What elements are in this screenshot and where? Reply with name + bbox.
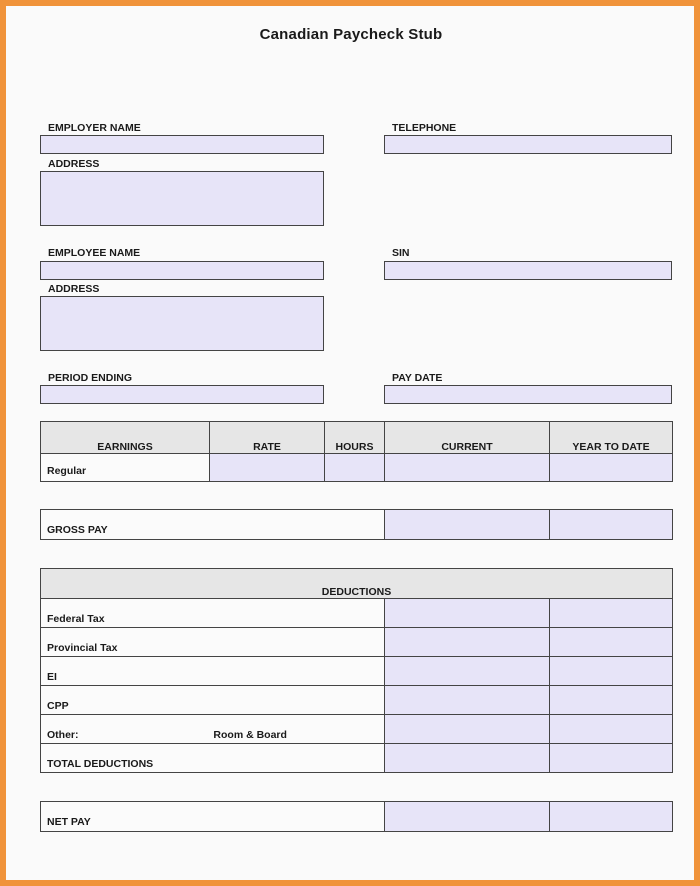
sin-label: SIN — [392, 247, 410, 259]
employer-name-field[interactable] — [40, 135, 324, 154]
table-row — [41, 510, 673, 540]
net-pay-label: NET PAY — [41, 802, 385, 832]
net-pay-table — [40, 801, 673, 832]
period-ending-label: PERIOD ENDING — [48, 372, 133, 384]
provincial-tax-label: Provincial Tax — [41, 628, 385, 657]
gross-pay-label: GROSS PAY — [41, 510, 385, 540]
cpp-current-field[interactable] — [385, 686, 550, 715]
federal-tax-current-field[interactable] — [385, 599, 550, 628]
sin-field[interactable] — [384, 261, 672, 280]
gross-pay-ytd-field[interactable] — [550, 510, 673, 540]
net-pay-current-field[interactable] — [385, 802, 550, 832]
telephone-field[interactable] — [384, 135, 672, 154]
employee-name-field[interactable] — [40, 261, 324, 280]
ei-current-field[interactable] — [385, 657, 550, 686]
table-row — [41, 715, 673, 744]
period-ending-field[interactable] — [40, 385, 324, 404]
cpp-label: CPP — [41, 686, 385, 715]
cpp-ytd-field[interactable] — [550, 686, 673, 715]
pay-date-label: PAY DATE — [392, 372, 443, 384]
other-label: Other: — [47, 729, 79, 741]
regular-hours-field[interactable] — [325, 454, 385, 482]
employee-address-field[interactable] — [40, 296, 324, 351]
federal-tax-ytd-field[interactable] — [550, 599, 673, 628]
table-row — [41, 599, 673, 628]
ei-ytd-field[interactable] — [550, 657, 673, 686]
employee-address-label: ADDRESS — [48, 283, 100, 295]
provincial-tax-current-field[interactable] — [385, 628, 550, 657]
table-row — [41, 454, 673, 482]
total-deductions-current-field[interactable] — [385, 744, 550, 773]
other-current-field[interactable] — [385, 715, 550, 744]
room-and-board-note: Room & Board — [213, 729, 287, 741]
earnings-header-row — [41, 422, 673, 454]
gross-pay-current-field[interactable] — [385, 510, 550, 540]
employer-address-label: ADDRESS — [48, 158, 100, 170]
regular-label: Regular — [41, 454, 210, 482]
telephone-label: TELEPHONE — [392, 122, 457, 134]
employer-name-label: EMPLOYER NAME — [48, 122, 141, 134]
regular-rate-field[interactable] — [210, 454, 325, 482]
pay-date-field[interactable] — [384, 385, 672, 404]
earnings-table — [40, 421, 673, 482]
total-deductions-label: TOTAL DEDUCTIONS — [41, 744, 385, 773]
ei-label: EI — [41, 657, 385, 686]
hours-header: HOURS — [325, 422, 385, 454]
page-title: Canadian Paycheck Stub — [259, 26, 443, 43]
provincial-tax-ytd-field[interactable] — [550, 628, 673, 657]
deductions-header-row — [41, 569, 673, 599]
regular-ytd-field[interactable] — [550, 454, 673, 482]
employee-name-label: EMPLOYEE NAME — [48, 247, 141, 259]
table-row — [41, 802, 673, 832]
deductions-table — [40, 568, 673, 773]
federal-tax-label: Federal Tax — [41, 599, 385, 628]
net-pay-ytd-field[interactable] — [550, 802, 673, 832]
other-deduction-cell — [41, 715, 385, 744]
other-ytd-field[interactable] — [550, 715, 673, 744]
year-to-date-header: YEAR TO DATE — [550, 422, 673, 454]
table-row — [41, 686, 673, 715]
total-deductions-ytd-field[interactable] — [550, 744, 673, 773]
rate-header: RATE — [210, 422, 325, 454]
current-header: CURRENT — [385, 422, 550, 454]
earnings-header: EARNINGS — [41, 422, 210, 454]
gross-pay-table — [40, 509, 673, 540]
deductions-header: DEDUCTIONS — [41, 569, 673, 599]
employer-address-field[interactable] — [40, 171, 324, 226]
table-row — [41, 628, 673, 657]
table-row — [41, 657, 673, 686]
table-row — [41, 744, 673, 773]
regular-current-field[interactable] — [385, 454, 550, 482]
